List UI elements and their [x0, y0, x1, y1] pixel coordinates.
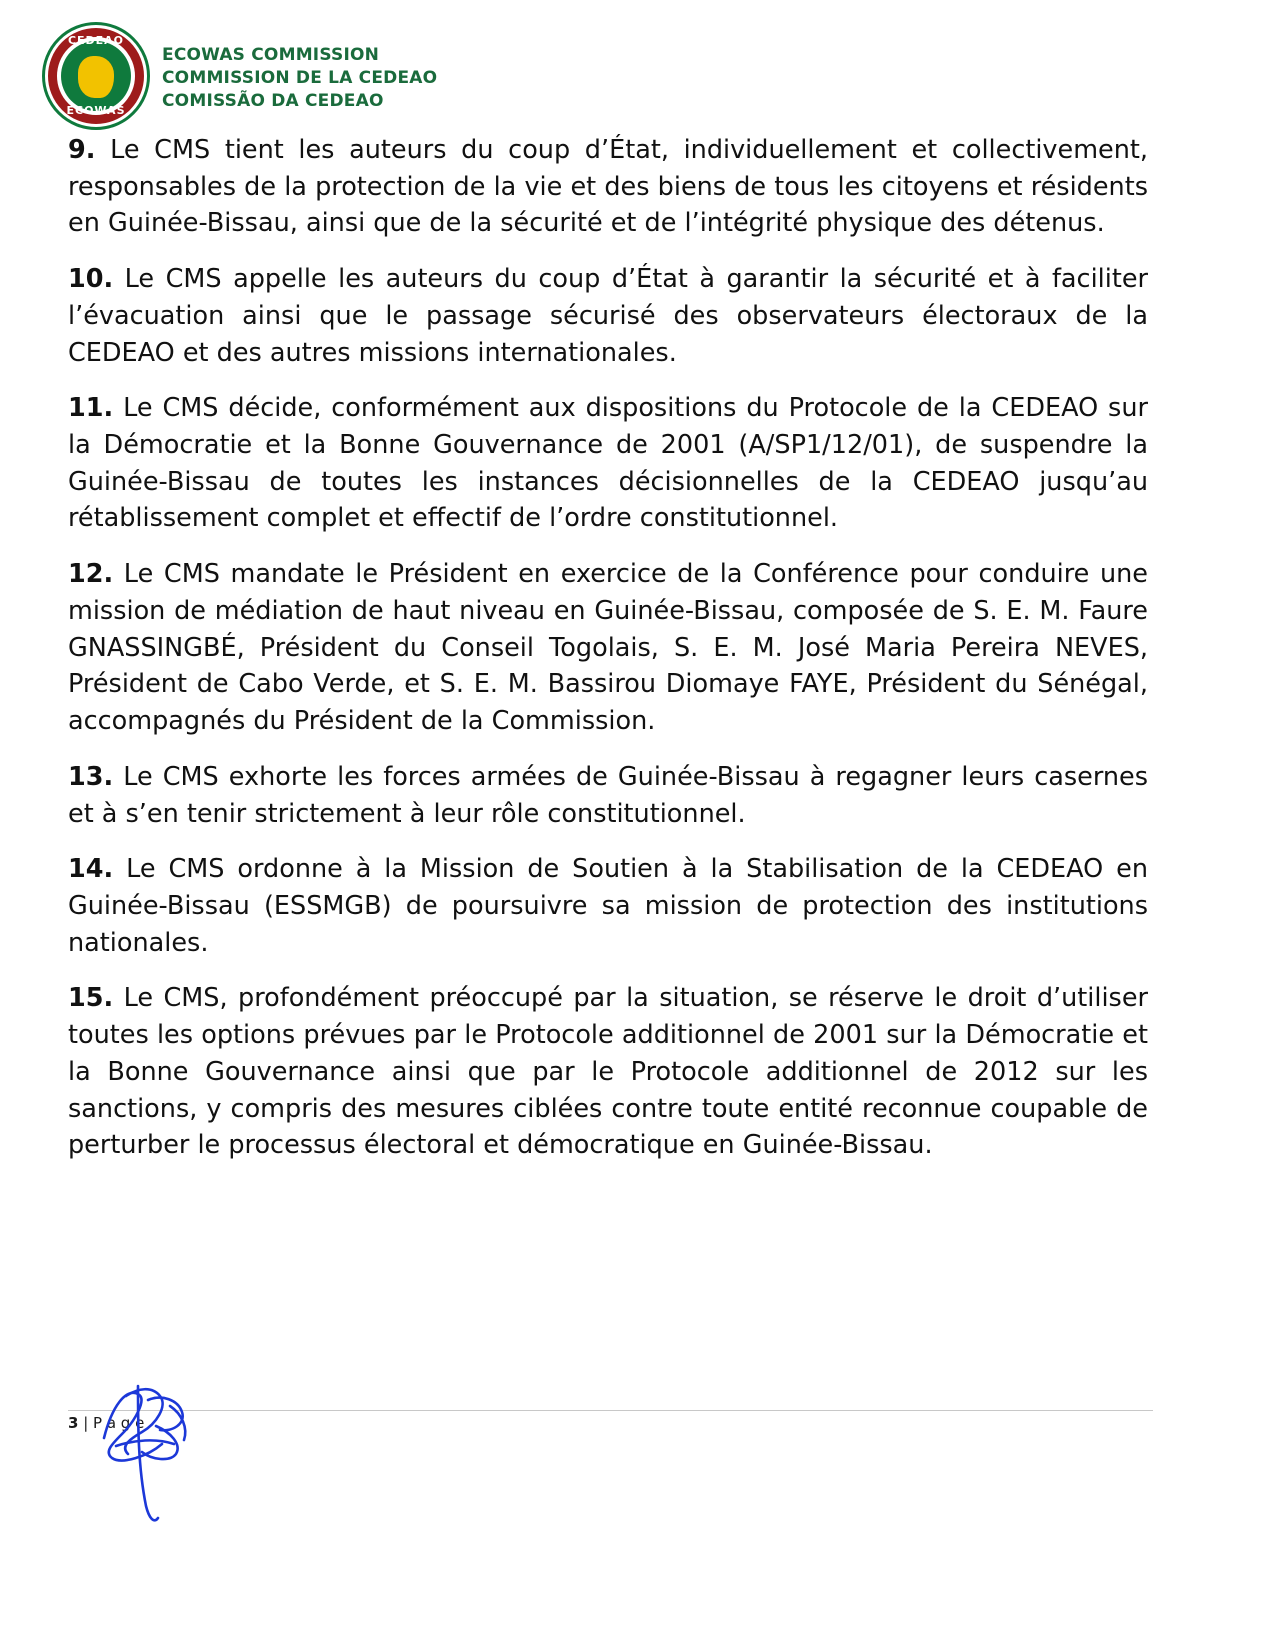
logo-text-ecowas: ECOWAS — [66, 104, 126, 117]
page-number-value: 3 — [68, 1414, 79, 1432]
paragraph-text: Le CMS exhorte les forces armées de Guinée-Bissau à regagner leurs casernes et à s’en tenir strictement à leur rôle constitutionnel. — [68, 761, 1148, 829]
paragraph-10 — [68, 261, 1148, 371]
org-name-en: ECOWAS COMMISSION — [162, 45, 380, 65]
logo-text-cedeao: CEDEAO — [67, 34, 125, 47]
org-name-pt: COMISSÃO DA CEDEAO — [162, 90, 384, 111]
ecowas-logo — [34, 18, 158, 136]
paragraph-12 — [68, 556, 1148, 740]
paragraph-14 — [68, 851, 1148, 961]
paragraph-number: 15. — [68, 983, 114, 1014]
page-number-label: | P a g e — [78, 1414, 145, 1432]
paragraph-text: Le CMS tient les auteurs du coup d’État, individuellement et collectivement, responsables de la protection de la vie et des biens de tous les citoyens et résidents en Guinée-Bissau, ainsi que de la sécurité et de l’intégrité physique des détenus. — [68, 135, 1148, 239]
paragraph-text: Le CMS mandate le Président en exercice de la Conférence pour conduire une mission de médiation de haut niveau en Guinée-Bissau, composée de S. E. M. Faure GNASSINGBÉ, Président du Conseil Togolais, S. E. M. José Maria Pereira NEVES, Président de Cabo Verde, et S. E. M. Bassirou Diomaye FAYE, Président du Sénégal, accompagnés du Président de la Commission. — [68, 559, 1148, 737]
document-header — [34, 18, 1234, 128]
document-body — [68, 132, 1148, 1183]
paragraph-text: Le CMS appelle les auteurs du coup d’État à garantir la sécurité et à faciliter l’évacuation ainsi que le passage sécurisé des observateurs électoraux de la CEDEAO et des autres missions internationales. — [68, 264, 1148, 368]
paragraph-text: Le CMS, profondément préoccupé par la situation, se réserve le droit d’utiliser toutes les options prévues par le Protocole additionnel de 2001 sur la Démocratie et la Bonne Gouvernance ainsi que par le Protocole additionnel de 2012 sur les sanctions, y compris des mesures ciblées contre toute entité reconnue coupable de perturber le processus électoral et démocratique en Guinée-Bissau. — [68, 983, 1148, 1161]
organisation-names — [162, 44, 437, 113]
paragraph-number: 13. — [68, 761, 114, 792]
paragraph-13 — [68, 759, 1148, 832]
paragraph-15 — [68, 980, 1148, 1164]
page-number — [68, 1414, 144, 1432]
footer-divider — [68, 1410, 1153, 1411]
paragraph-text: Le CMS décide, conformément aux dispositions du Protocole de la CEDEAO sur la Démocratie et la Bonne Gouvernance de 2001 (A/SP1/12/01), de suspendre la Guinée-Bissau de toutes les instances décisionnelles de la CEDEAO jusqu’au rétablissement complet et effectif de l’ordre constitutionnel. — [68, 393, 1148, 534]
paragraph-11 — [68, 390, 1148, 537]
paragraph-number: 12. — [68, 559, 114, 590]
paragraph-text: Le CMS ordonne à la Mission de Soutien à la Stabilisation de la CEDEAO en Guinée-Bissau (ESSMGB) de poursuivre sa mission de protection des institutions nationales. — [68, 854, 1148, 958]
paragraph-number: 14. — [68, 854, 114, 885]
paragraph-number: 10. — [68, 264, 114, 295]
paragraph-9 — [68, 132, 1148, 242]
org-name-fr: COMMISSION DE LA CEDEAO — [162, 67, 438, 88]
paragraph-number: 11. — [68, 393, 114, 424]
paragraph-number: 9. — [68, 135, 96, 165]
signature-icon — [86, 1366, 216, 1526]
logo-emblem-icon — [78, 56, 114, 98]
